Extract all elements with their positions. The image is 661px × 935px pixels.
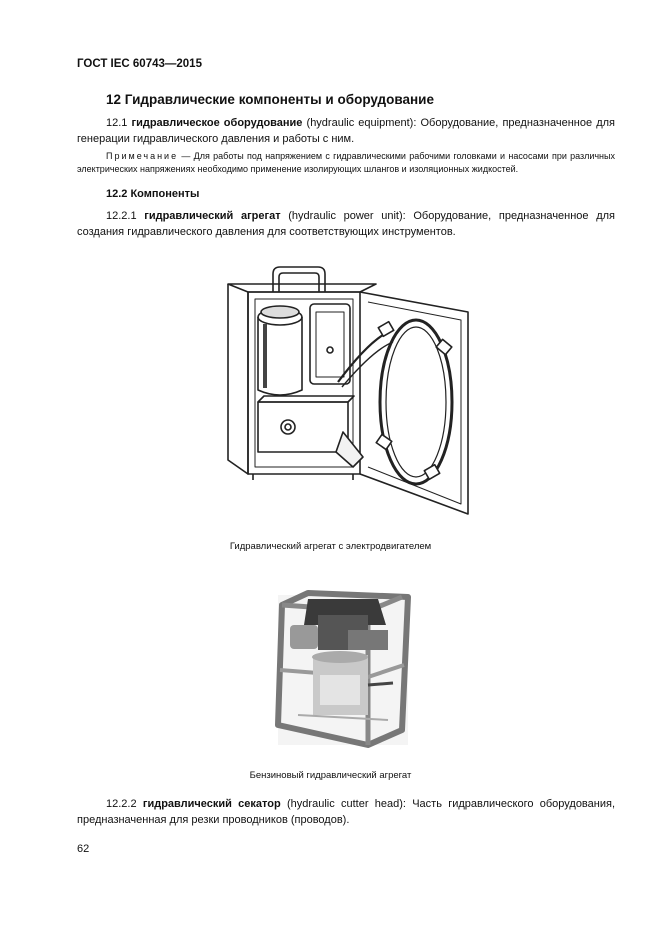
note (77, 150, 615, 176)
term: гидравлическое оборудование (131, 117, 303, 129)
section-title: 12 Гидравлические компоненты и оборудование (106, 92, 434, 107)
clause-number: 12.1 (106, 117, 128, 129)
electric-hydraulic-unit-figure (218, 262, 473, 522)
paragraph-12-2-1 (77, 208, 615, 240)
definition: (hydraulic equipment): Оборудование, предназначенное для генерации гидравлического давления и работы с ним. (77, 117, 616, 145)
definition: (hydraulic power unit): Оборудование, предназначенное для создания гидравлического давления для соответствующих инструментов. (77, 210, 616, 238)
definition: (hydraulic cutter head): Часть гидравлического оборудования, предназначенная для резки проводников (проводов). (77, 798, 615, 826)
term: гидравлический секатор (142, 798, 281, 810)
term: гидравлический агрегат (144, 210, 281, 222)
subsection-title: 12.2 Компоненты (106, 188, 200, 200)
paragraph-12-1 (77, 115, 615, 147)
note-label: Примечание (106, 151, 179, 161)
petrol-hydraulic-unit-figure (268, 585, 416, 750)
clause-number: 12.2.1 (106, 210, 137, 222)
note-text: — Для работы под напряжением с гидравлическими рабочими головками и насосами при различных электрических напряжениях необходимо применение изолирующих шлангов и изоляционных жидкостей. (77, 151, 615, 174)
paragraph-12-2-2 (77, 796, 615, 828)
figure-1-caption: Гидравлический агрегат с электродвигателем (229, 541, 432, 552)
clause-number: 12.2.2 (106, 798, 137, 810)
page-number: 62 (77, 843, 90, 855)
figure-2-caption: Бензиновый гидравлический агрегат (249, 770, 412, 781)
standard-header: ГОСТ IEC 60743—2015 (77, 58, 202, 70)
